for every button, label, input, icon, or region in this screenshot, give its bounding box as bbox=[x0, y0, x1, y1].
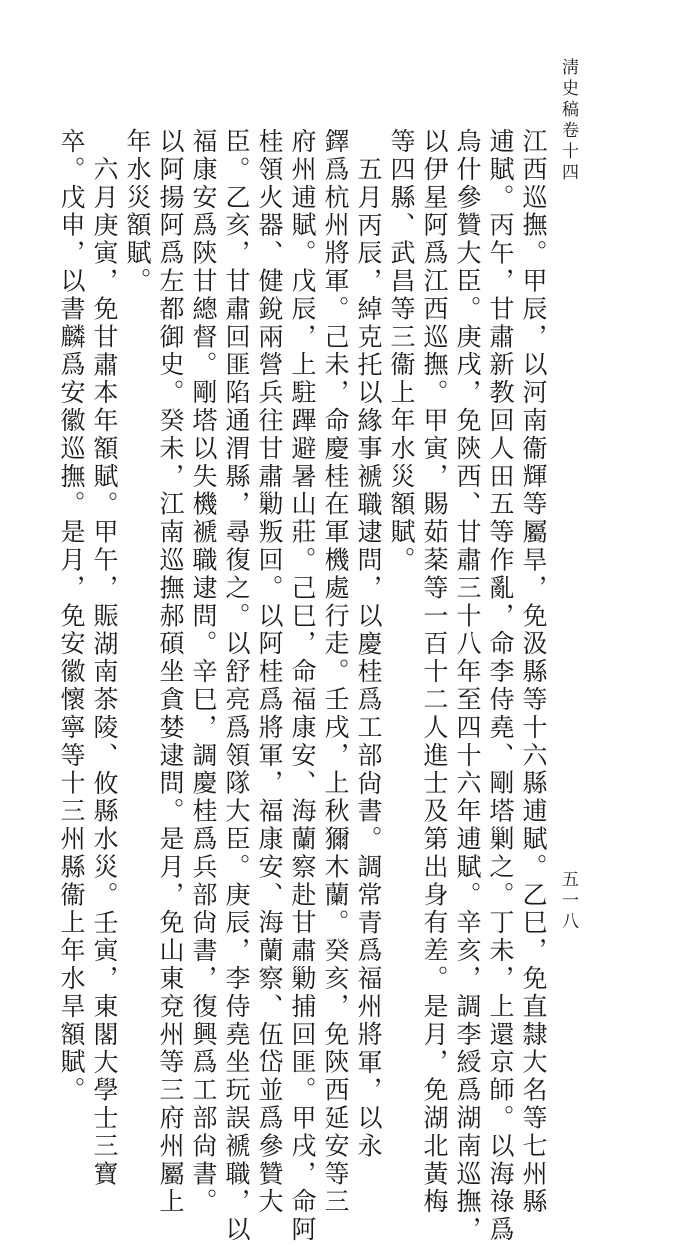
page-number: 五一八 bbox=[558, 870, 578, 933]
text-column: 府州逋賦。戊辰，上駐蹕避暑山莊。己巳，命福康安、海蘭察赴甘肅勦捕回匪。甲戌，命阿 bbox=[288, 128, 317, 1244]
text-column: 六月庚寅，免甘肅本年額賦。甲午，賑湖南茶陵、攸縣水災。壬寅，東閣大學士三寶 bbox=[90, 156, 119, 1189]
running-title: 淸史稿卷十四 bbox=[558, 58, 578, 184]
text-column: 福康安爲陝甘總督。剛塔以失機褫職逮問。辛巳，調慶桂爲兵部尙書，復興爲工部尙書。 bbox=[189, 128, 218, 1217]
text-column: 鐸爲杭州將軍。己未，命慶桂在軍機處行走。壬戌，上秋獮木蘭。癸亥，免陝西延安等三 bbox=[321, 128, 350, 1217]
text-column: 以阿揚阿爲左都御史。癸未，江南巡撫郝碩坐貪婪逮問。是月，免山東兗州等三府州屬上 bbox=[156, 128, 185, 1217]
text-column: 以伊星阿爲江西巡撫。甲寅，賜茹棻等一百十二人進士及第出身有差。是月，免湖北黃梅 bbox=[420, 128, 449, 1217]
text-column: 逋賦。丙午，甘肅新教回人田五等作亂，命李侍堯、剛塔剿之。丁未，上還京師。以海祿爲 bbox=[486, 128, 515, 1244]
text-column: 年水災額賦。 bbox=[123, 128, 152, 296]
text-column: 桂領火器、健銳兩營兵往甘肅勦叛回。以阿桂爲將軍，福康安、海蘭察、伍岱並爲參贊大 bbox=[255, 128, 284, 1217]
text-column: 江西巡撫。甲辰，以河南衞輝等屬旱，免汲縣等十六縣逋賦。乙巳，免直隸大名等七州縣 bbox=[519, 128, 548, 1217]
text-column: 烏什參贊大臣。庚戌，免陝西、甘肅三十八年至四十六年逋賦。辛亥，調李綬爲湖南巡撫， bbox=[453, 128, 482, 1244]
text-column: 卒。戊申，以書麟爲安徽巡撫。是月，免安徽懷寧等十三州縣衞上年水旱額賦。 bbox=[57, 128, 86, 1105]
text-column: 五月丙辰，綽克托以緣事褫職逮問，以慶桂爲工部尙書。調常青爲福州將軍，以永 bbox=[354, 156, 383, 1161]
text-column: 臣。乙亥，甘肅回匪陷通渭縣，尋復之。以舒亮爲領隊大臣。庚辰，李侍堯坐玩誤褫職，以 bbox=[222, 128, 251, 1244]
text-column: 等四縣、武昌等三衞上年水災額賦。 bbox=[387, 128, 416, 575]
